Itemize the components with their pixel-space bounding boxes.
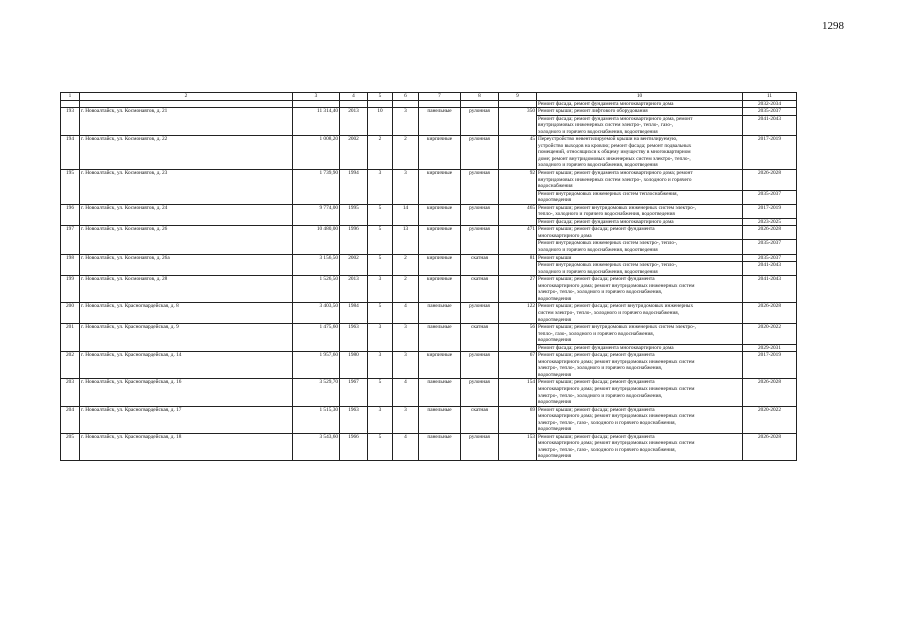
residents-cell: 154: [499, 379, 537, 406]
work-description: Ремонт крыши; ремонт фасада; ремонт фундамента многоквартирного дома; ремонт внутридомовых инженерных систем электро-, тепло-, холодного и горячего водоснабжения, водоотведения: [537, 276, 743, 303]
table-row: [61, 352, 797, 379]
work-description: Ремонт крыши; ремонт фундамента многоквартирного дома; ремонт внутридомовых инженерных систем электро-, холодного и горячего водоснабжения: [537, 170, 743, 191]
roof-type-cell: рулонная: [461, 352, 499, 379]
address-cell: г. Новоалтайск, ул. Красногвардейская, д. 8: [80, 303, 293, 324]
row-number: 199: [61, 276, 80, 303]
floors-cell: 5: [368, 204, 393, 226]
column-header: 6: [393, 93, 419, 101]
area-cell: 1 526,50: [293, 276, 340, 303]
wall-material-cell: кирпичные: [419, 352, 461, 379]
column-number-row: [61, 93, 797, 101]
wall-material-cell: кирпичные: [419, 204, 461, 226]
wall-material-cell: кирпичные: [419, 226, 461, 254]
area-cell: 3 403,50: [293, 303, 340, 324]
floors-cell: 3: [368, 170, 393, 205]
work-description: Ремонт крыши; ремонт фасада; ремонт внутридомовых инженерных систем электро-, тепло-, холодного и горячего водоснабжения, водоотведения: [537, 303, 743, 324]
year-cell: 1963: [340, 324, 368, 352]
work-period: 2035-2037: [743, 108, 797, 116]
table-row: [61, 276, 797, 303]
entrances-cell: 4: [393, 433, 419, 460]
row-number: 193: [61, 108, 80, 136]
column-header: 5: [368, 93, 393, 101]
continuation-row: [61, 100, 797, 108]
work-description: Ремонт крыши; ремонт внутридомовых инженерных систем электро-, тепло-, холодного и горячего водоснабжения, водоотведения: [537, 204, 743, 218]
floors-cell: 5: [368, 379, 393, 406]
table-row: [61, 379, 797, 406]
roof-type-cell: рулонная: [461, 379, 499, 406]
work-description: Ремонт крыши; ремонт лифтового оборудования: [537, 108, 743, 116]
table-row: [61, 406, 797, 433]
row-number: 204: [61, 406, 80, 433]
work-description: Ремонт фасада; ремонт фундамента многоквартирного дома: [537, 218, 743, 226]
address-cell: г. Новоалтайск, ул. Красногвардейская, д. 16: [80, 379, 293, 406]
table-row: [61, 108, 797, 116]
work-period: 2017-2019: [743, 352, 797, 379]
roof-type-cell: рулонная: [461, 204, 499, 226]
year-cell: 1966: [340, 433, 368, 460]
address-cell: г. Новоалтайск, ул. Космонавтов, д. 26: [80, 226, 293, 254]
address-cell: г. Новоалтайск, ул. Космонавтов, д. 22: [80, 136, 293, 170]
area-cell: 11 314,40: [293, 108, 340, 136]
row-number: 203: [61, 379, 80, 406]
address-cell: г. Новоалтайск, ул. Красногвардейская, д. 17: [80, 406, 293, 433]
floors-cell: 5: [368, 433, 393, 460]
work-description: Ремонт крыши; ремонт фасада; ремонт фундамента многоквартирного дома; ремонт внутридомовых инженерных систем электро-, тепло-, холодного и горячего водоснабжения, водоотведения: [537, 379, 743, 406]
wall-material-cell: панельные: [419, 324, 461, 352]
area-cell: 1 515,30: [293, 406, 340, 433]
floors-cell: 3: [368, 352, 393, 379]
year-cell: 2013: [340, 276, 368, 303]
residents-cell: 67: [499, 352, 537, 379]
table-row: [61, 324, 797, 345]
wall-material-cell: панельные: [419, 433, 461, 460]
work-period: 2026-2028: [743, 303, 797, 324]
entrances-cell: 3: [393, 406, 419, 433]
work-period: 2026-2028: [743, 170, 797, 191]
row-number: 197: [61, 226, 80, 254]
area-cell: 3 156,50: [293, 254, 340, 276]
work-description: Ремонт внутридомовых инженерных систем теплоснабжения, водоотведения: [537, 190, 743, 204]
residents-cell: 81: [499, 254, 537, 276]
roof-type-cell: скатная: [461, 276, 499, 303]
work-description: Ремонт внутридомовых инженерных систем электро-, тепло-, холодного и горячего водоснабжения, водоотведения: [537, 240, 743, 254]
year-cell: 1995: [340, 204, 368, 226]
entrances-cell: 4: [393, 303, 419, 324]
repair-schedule-table: [60, 92, 797, 461]
work-description: Ремонт фасада; ремонт фундамента многоквартирного дома: [537, 344, 743, 352]
row-number: 205: [61, 433, 80, 460]
table-row: [61, 254, 797, 262]
address-cell: г. Новоалтайск, ул. Космонавтов, д. 24: [80, 204, 293, 226]
table-row: [61, 303, 797, 324]
residents-cell: 92: [499, 170, 537, 205]
work-period: 2020-2022: [743, 406, 797, 433]
table-row: [61, 136, 797, 170]
year-cell: 1996: [340, 226, 368, 254]
entrances-cell: 4: [393, 379, 419, 406]
row-number: 202: [61, 352, 80, 379]
year-cell: 1984: [340, 303, 368, 324]
work-period: 2035-2037: [743, 240, 797, 254]
table-row: [61, 433, 797, 460]
year-cell: 2002: [340, 254, 368, 276]
work-period: 2035-2037: [743, 190, 797, 204]
residents-cell: 45: [499, 136, 537, 170]
wall-material-cell: кирпичные: [419, 170, 461, 205]
wall-material-cell: кирпичные: [419, 254, 461, 276]
area-cell: 1 739,90: [293, 170, 340, 205]
roof-type-cell: рулонная: [461, 170, 499, 205]
floors-cell: 3: [368, 406, 393, 433]
work-period: 2017-2019: [743, 204, 797, 218]
address-cell: г. Новоалтайск, ул. Космонавтов, д. 23: [80, 170, 293, 205]
table-row: [61, 170, 797, 191]
year-cell: 1980: [340, 352, 368, 379]
wall-material-cell: панельные: [419, 379, 461, 406]
residents-cell: 69: [499, 406, 537, 433]
work-period: 2032-2034: [743, 100, 797, 108]
work-period: 2020-2022: [743, 324, 797, 345]
work-description: Ремонт крыши; ремонт фасада; ремонт фундамента многоквартирного дома; ремонт внутридомовых инженерных систем электро-, тепло-, газо-, холодного и горячего водоснабжения, водоотведения: [537, 433, 743, 460]
entrances-cell: 2: [393, 276, 419, 303]
area-cell: 1 957,60: [293, 352, 340, 379]
work-description: Ремонт фасада, ремонт фундамента многоквартирного дома: [537, 100, 743, 108]
area-cell: 1 008,20: [293, 136, 340, 170]
work-description: Ремонт крыши; ремонт фасада; ремонт фундамента многоквартирного дома; ремонт внутридомовых инженерных систем электро-, тепло-, газо-, холодного и горячего водоснабжения, водоотведения: [537, 406, 743, 433]
row-number: 194: [61, 136, 80, 170]
column-header: 3: [293, 93, 340, 101]
wall-material-cell: панельные: [419, 303, 461, 324]
roof-type-cell: рулонная: [461, 226, 499, 254]
work-period: 2026-2028: [743, 379, 797, 406]
year-cell: 2013: [340, 108, 368, 136]
work-period: 2041-2043: [743, 262, 797, 276]
entrances-cell: 14: [393, 204, 419, 226]
row-number: 195: [61, 170, 80, 205]
wall-material-cell: кирпичные: [419, 136, 461, 170]
work-period: 2026-2028: [743, 433, 797, 460]
entrances-cell: 2: [393, 136, 419, 170]
residents-cell: 56: [499, 324, 537, 352]
residents-cell: 471: [499, 226, 537, 254]
residents-cell: 27: [499, 276, 537, 303]
entrances-cell: 3: [393, 324, 419, 352]
floors-cell: 2: [368, 136, 393, 170]
wall-material-cell: кирпичные: [419, 276, 461, 303]
work-description: Переустройство невентилируемой крыши на вентилируемую, устройство выходов на кровлю; ремонт фасада; ремонт подвальных помещений, относящихся к общему имуществу в многоквартирном доме; ремонт внутридомовых инженерных систем электро-, тепло-, холодного и горячего водоснабжения, водоотведения: [537, 136, 743, 170]
column-header: 10: [537, 93, 743, 101]
area-cell: 3 543,60: [293, 433, 340, 460]
row-number: 201: [61, 324, 80, 352]
page-number: 1298: [822, 20, 844, 32]
floors-cell: 10: [368, 108, 393, 136]
work-period: 2035-2037: [743, 254, 797, 262]
residents-cell: 153: [499, 433, 537, 460]
year-cell: 1963: [340, 406, 368, 433]
work-period: 2041-2043: [743, 115, 797, 136]
year-cell: 1994: [340, 170, 368, 205]
row-number: 200: [61, 303, 80, 324]
roof-type-cell: скатная: [461, 324, 499, 352]
entrances-cell: 3: [393, 352, 419, 379]
column-header: 2: [80, 93, 293, 101]
work-period: 2026-2028: [743, 226, 797, 240]
work-period: 2029-2031: [743, 344, 797, 352]
column-header: 11: [743, 93, 797, 101]
column-header: 9: [499, 93, 537, 101]
year-cell: 1967: [340, 379, 368, 406]
work-period: 2017-2019: [743, 136, 797, 170]
column-header: 8: [461, 93, 499, 101]
address-cell: г. Новоалтайск, ул. Красногвардейская, д. 18: [80, 433, 293, 460]
wall-material-cell: панельные: [419, 108, 461, 136]
area-cell: 3 529,70: [293, 379, 340, 406]
work-description: Ремонт крыши; ремонт фасада; ремонт фундамента многоквартирного дома: [537, 226, 743, 240]
roof-type-cell: рулонная: [461, 303, 499, 324]
residents-cell: 465: [499, 204, 537, 226]
address-cell: г. Новоалтайск, ул. Красногвардейская, д. 9: [80, 324, 293, 352]
work-period: 2041-2043: [743, 276, 797, 303]
wall-material-cell: панельные: [419, 406, 461, 433]
row-number: 198: [61, 254, 80, 276]
roof-type-cell: скатная: [461, 254, 499, 276]
row-number: 196: [61, 204, 80, 226]
roof-type-cell: рулонная: [461, 108, 499, 136]
area-cell: 1 475,60: [293, 324, 340, 352]
floors-cell: 3: [368, 276, 393, 303]
address-cell: г. Новоалтайск, ул. Космонавтов, д. 26а: [80, 254, 293, 276]
column-header: 7: [419, 93, 461, 101]
roof-type-cell: рулонная: [461, 433, 499, 460]
area-cell: 9 774,00: [293, 204, 340, 226]
entrances-cell: 3: [393, 108, 419, 136]
floors-cell: 5: [368, 303, 393, 324]
floors-cell: 3: [368, 324, 393, 352]
work-description: Ремонт крыши: [537, 254, 743, 262]
table-row: [61, 204, 797, 218]
entrances-cell: 2: [393, 254, 419, 276]
area-cell: 10 480,00: [293, 226, 340, 254]
column-header: 1: [61, 93, 80, 101]
year-cell: 2002: [340, 136, 368, 170]
work-description: Ремонт крыши; ремонт фасада; ремонт фундамента многоквартирного дома; ремонт внутридомовых инженерных систем электро-, тепло-, холодного и горячего водоснабжения, водоотведения: [537, 352, 743, 379]
address-cell: г. Новоалтайск, ул. Космонавтов, д. 21: [80, 108, 293, 136]
table-row: [61, 226, 797, 240]
roof-type-cell: скатная: [461, 406, 499, 433]
roof-type-cell: рулонная: [461, 136, 499, 170]
column-header: 4: [340, 93, 368, 101]
work-period: 2023-2025: [743, 218, 797, 226]
residents-cell: 350: [499, 108, 537, 136]
entrances-cell: 3: [393, 170, 419, 205]
address-cell: г. Новоалтайск, ул. Космонавтов, д. 28: [80, 276, 293, 303]
address-cell: г. Новоалтайск, ул. Красногвардейская, д. 14: [80, 352, 293, 379]
work-description: Ремонт крыши; ремонт внутридомовых инженерных систем электро-, тепло-, газо-, холодного и горячего водоснабжения, водоотведения: [537, 324, 743, 345]
entrances-cell: 13: [393, 226, 419, 254]
residents-cell: 122: [499, 303, 537, 324]
work-description: Ремонт внутридомовых инженерных систем электро-, тепло-, холодного и горячего водоснабжения, водоотведения: [537, 262, 743, 276]
floors-cell: 5: [368, 254, 393, 276]
work-description: Ремонт фасада; ремонт фундамента многоквартирного дома, ремонт внутридомовых инженерных систем электро-, тепло-, газо-, холодного и горячего водоснабжения, водоотведения: [537, 115, 743, 136]
floors-cell: 5: [368, 226, 393, 254]
